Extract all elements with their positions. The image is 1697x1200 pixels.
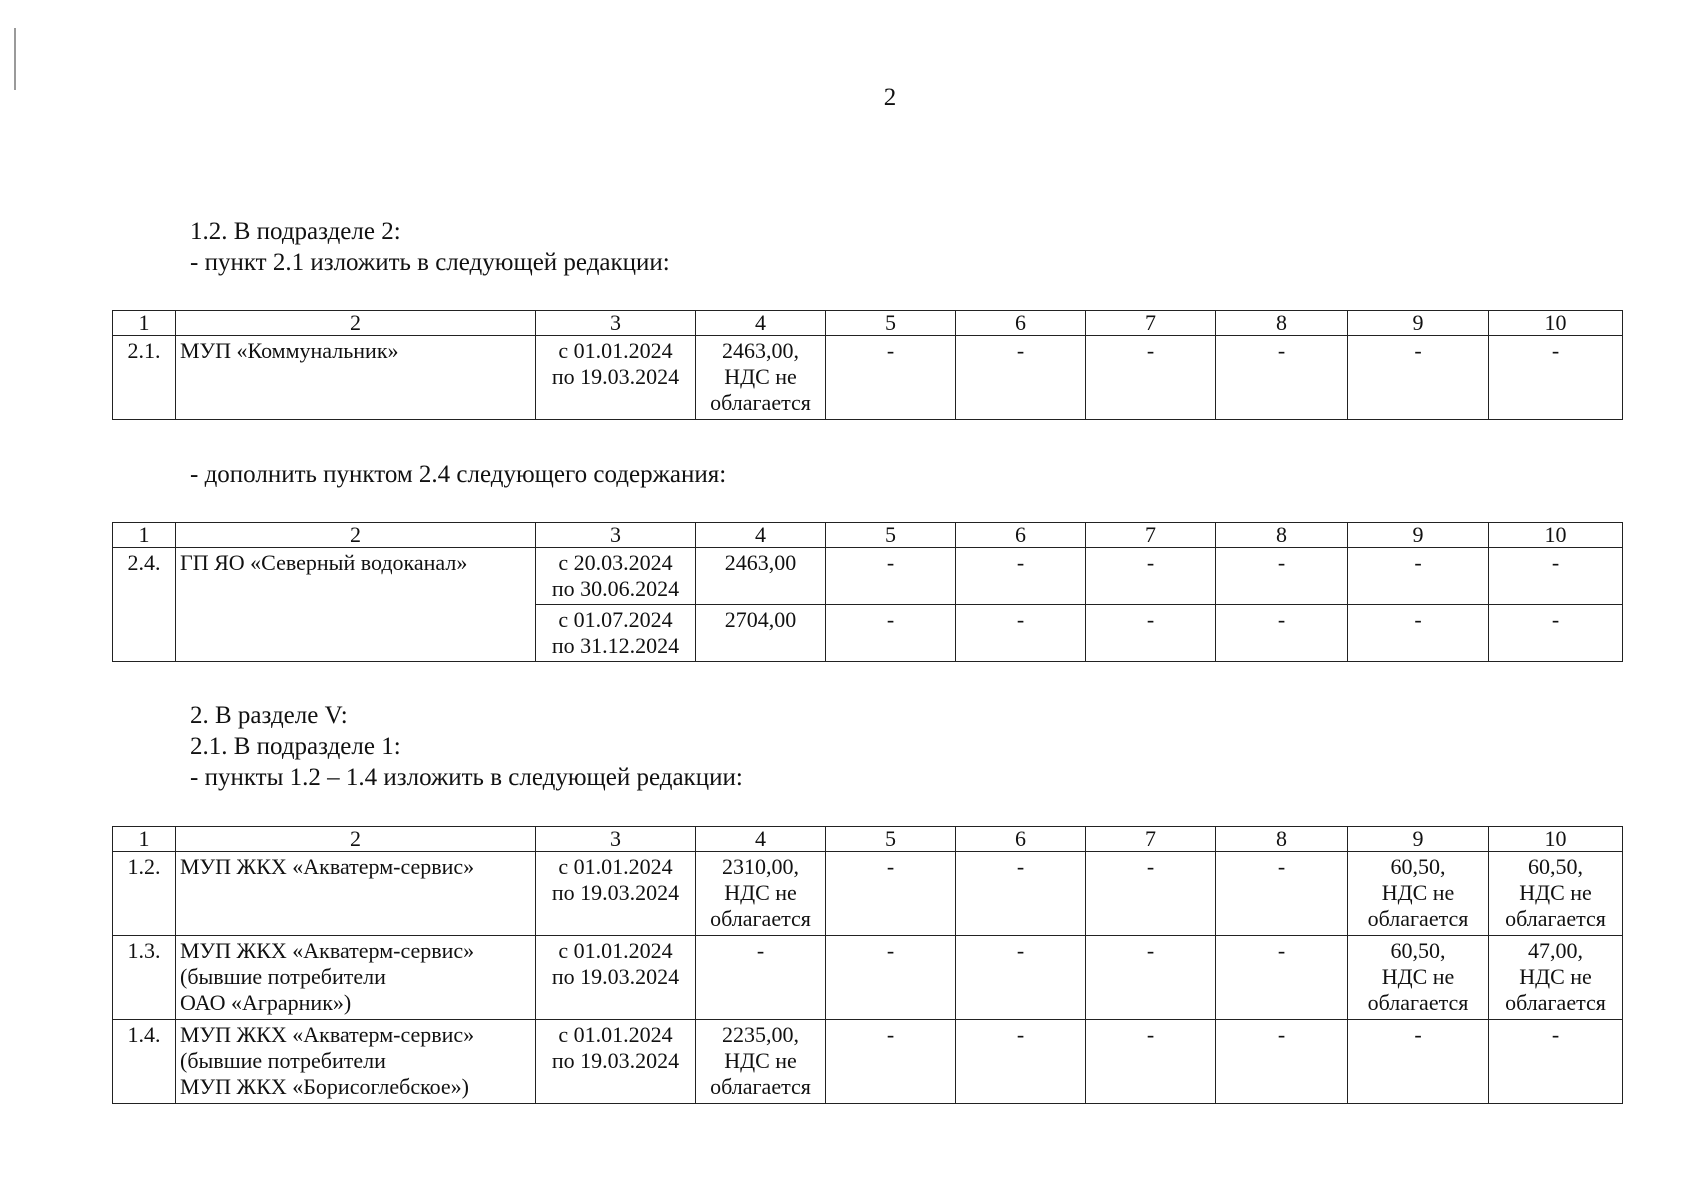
column-header: 4 xyxy=(696,827,826,852)
value-cell: - xyxy=(1216,852,1348,936)
value-cell: - xyxy=(956,336,1086,420)
column-header: 5 xyxy=(826,827,956,852)
value-cell: - xyxy=(1348,605,1489,662)
period-cell: с 01.01.2024 по 19.03.2024 xyxy=(536,852,696,936)
row-number-cell: 1.2. xyxy=(113,852,176,936)
organization-cell: МУП ЖКХ «Акватерм-сервис» (бывшие потребители ОАО «Аграрник») xyxy=(176,936,536,1020)
row-number-cell: 1.4. xyxy=(113,1020,176,1104)
column-header: 6 xyxy=(956,523,1086,548)
value-cell: 47,00, НДС не облагается xyxy=(1489,936,1623,1020)
organization-cell: ГП ЯО «Северный водоканал» xyxy=(176,548,536,662)
column-header: 1 xyxy=(113,827,176,852)
value-cell: - xyxy=(1086,605,1216,662)
column-header: 3 xyxy=(536,311,696,336)
value-cell: - xyxy=(1086,936,1216,1020)
column-header: 8 xyxy=(1216,827,1348,852)
tariff-table-3 xyxy=(112,826,1623,1104)
paragraph-section-heading: 2. В разделе V: xyxy=(190,702,348,729)
period-cell: с 01.01.2024 по 19.03.2024 xyxy=(536,336,696,420)
value-cell: - xyxy=(1086,852,1216,936)
value-cell: - xyxy=(1216,605,1348,662)
period-cell: с 20.03.2024 по 30.06.2024 xyxy=(536,548,696,605)
value-cell: - xyxy=(1348,336,1489,420)
column-header: 2 xyxy=(176,523,536,548)
paragraph-item-instruction: - пункт 2.1 изложить в следующей редакции: xyxy=(190,249,670,276)
column-header: 7 xyxy=(1086,523,1216,548)
organization-cell: МУП ЖКХ «Акватерм-сервис» xyxy=(176,852,536,936)
value-cell: - xyxy=(1216,936,1348,1020)
tariff-cell: 2704,00 xyxy=(696,605,826,662)
value-cell: - xyxy=(826,336,956,420)
scan-edge-mark xyxy=(14,28,16,90)
paragraph-items-instruction: - пункты 1.2 – 1.4 изложить в следующей редакции: xyxy=(190,764,743,791)
value-cell: - xyxy=(1489,605,1623,662)
value-cell: - xyxy=(956,605,1086,662)
column-header: 10 xyxy=(1489,523,1623,548)
value-cell: - xyxy=(826,605,956,662)
value-cell: - xyxy=(826,852,956,936)
value-cell: - xyxy=(1348,1020,1489,1104)
column-header: 9 xyxy=(1348,311,1489,336)
value-cell: - xyxy=(956,1020,1086,1104)
paragraph-subsection-heading: 1.2. В подразделе 2: xyxy=(190,218,401,245)
value-cell: 60,50, НДС не облагается xyxy=(1348,852,1489,936)
tariff-table-1 xyxy=(112,310,1623,420)
table-header-row xyxy=(113,523,1623,548)
table-row xyxy=(113,548,1623,605)
column-header: 9 xyxy=(1348,523,1489,548)
organization-cell: МУП «Коммунальник» xyxy=(176,336,536,420)
column-header: 1 xyxy=(113,311,176,336)
column-header: 4 xyxy=(696,311,826,336)
column-header: 5 xyxy=(826,311,956,336)
table-row xyxy=(113,336,1623,420)
paragraph-add-item-instruction: - дополнить пунктом 2.4 следующего содержания: xyxy=(190,461,727,488)
column-header: 8 xyxy=(1216,523,1348,548)
value-cell: 60,50, НДС не облагается xyxy=(1489,852,1623,936)
period-cell: с 01.07.2024 по 31.12.2024 xyxy=(536,605,696,662)
column-header: 9 xyxy=(1348,827,1489,852)
column-header: 3 xyxy=(536,523,696,548)
table-header-row xyxy=(113,827,1623,852)
period-cell: с 01.01.2024 по 19.03.2024 xyxy=(536,936,696,1020)
column-header: 8 xyxy=(1216,311,1348,336)
row-number-cell: 2.4. xyxy=(113,548,176,662)
value-cell: - xyxy=(956,548,1086,605)
column-header: 7 xyxy=(1086,827,1216,852)
value-cell: - xyxy=(826,936,956,1020)
column-header: 6 xyxy=(956,827,1086,852)
column-header: 7 xyxy=(1086,311,1216,336)
page-number: 2 xyxy=(883,84,897,111)
column-header: 2 xyxy=(176,827,536,852)
column-header: 6 xyxy=(956,311,1086,336)
value-cell: - xyxy=(826,548,956,605)
table-row xyxy=(113,936,1623,1020)
value-cell: - xyxy=(1086,1020,1216,1104)
table-row xyxy=(113,852,1623,936)
organization-cell: МУП ЖКХ «Акватерм-сервис» (бывшие потребители МУП ЖКХ «Борисоглебское») xyxy=(176,1020,536,1104)
table-header-row xyxy=(113,311,1623,336)
row-number-cell: 1.3. xyxy=(113,936,176,1020)
column-header: 10 xyxy=(1489,311,1623,336)
column-header: 10 xyxy=(1489,827,1623,852)
value-cell: - xyxy=(1489,336,1623,420)
value-cell: - xyxy=(956,852,1086,936)
tariff-cell: - xyxy=(696,936,826,1020)
tariff-cell: 2463,00, НДС не облагается xyxy=(696,336,826,420)
column-header: 5 xyxy=(826,523,956,548)
value-cell: - xyxy=(1348,548,1489,605)
period-cell: с 01.01.2024 по 19.03.2024 xyxy=(536,1020,696,1104)
value-cell: - xyxy=(1216,336,1348,420)
tariff-cell: 2310,00, НДС не облагается xyxy=(696,852,826,936)
tariff-cell: 2463,00 xyxy=(696,548,826,605)
tariff-cell: 2235,00, НДС не облагается xyxy=(696,1020,826,1104)
value-cell: - xyxy=(1086,548,1216,605)
value-cell: - xyxy=(1216,1020,1348,1104)
column-header: 1 xyxy=(113,523,176,548)
value-cell: - xyxy=(1086,336,1216,420)
value-cell: - xyxy=(956,936,1086,1020)
value-cell: - xyxy=(826,1020,956,1104)
column-header: 4 xyxy=(696,523,826,548)
value-cell: - xyxy=(1489,1020,1623,1104)
column-header: 2 xyxy=(176,311,536,336)
row-number-cell: 2.1. xyxy=(113,336,176,420)
table-row xyxy=(113,1020,1623,1104)
column-header: 3 xyxy=(536,827,696,852)
value-cell: - xyxy=(1216,548,1348,605)
value-cell: - xyxy=(1489,548,1623,605)
tariff-table-2 xyxy=(112,522,1623,662)
paragraph-subsection-heading-2: 2.1. В подразделе 1: xyxy=(190,733,401,760)
value-cell: 60,50, НДС не облагается xyxy=(1348,936,1489,1020)
